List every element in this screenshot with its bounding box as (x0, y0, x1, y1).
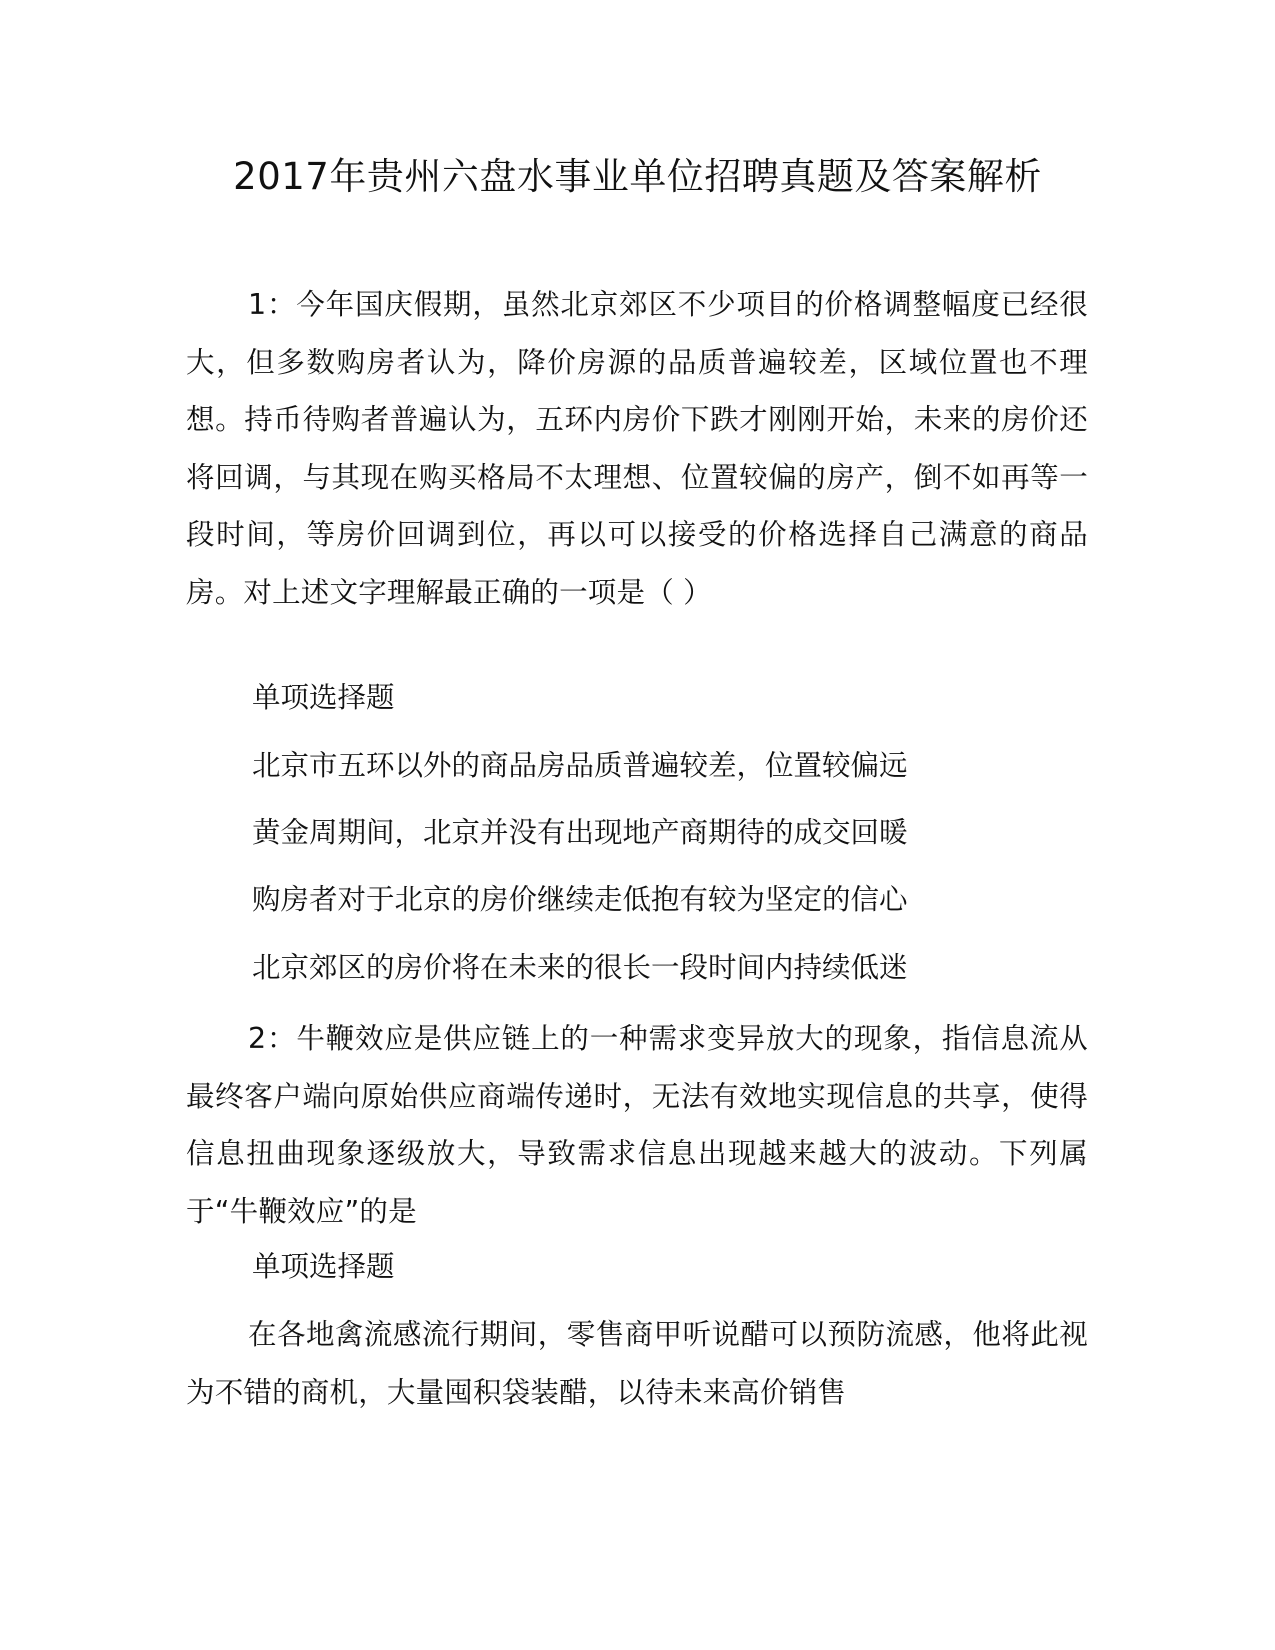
question-1-option-d: 北京郊区的房价将在未来的很长一段时间内持续低迷 (252, 951, 908, 984)
question-2-type: 单项选择题 (252, 1250, 395, 1283)
question-1-option-b: 黄金周期间，北京并没有出现地产商期待的成交回暖 (252, 816, 908, 849)
question-1-type: 单项选择题 (252, 681, 395, 714)
question-2-option-a: 在各地禽流感流行期间，零售商甲听说醋可以预防流感，他将此视为不错的商机，大量囤积袋装醋，以待未来高价销售 (186, 1318, 1088, 1409)
question-1-stem: 1：今年国庆假期，虽然北京郊区不少项目的价格调整幅度已经很大，但多数购房者认为，降价房源的品质普遍较差，区域位置也不理想。持币待购者普遍认为，五环内房价下跌才刚刚开始，未来的房价还将回调，与其现在购买格局不太理想、位置较偏的房产，倒不如再等一段时间，等房价回调到位，再以可以接受的价格选择自己满意的商品房。对上述文字理解最正确的一项是（ ） (186, 288, 1088, 609)
document-title: 2017年贵州六盘水事业单位招聘真题及答案解析 (233, 155, 1042, 198)
question-2-stem: 2：牛鞭效应是供应链上的一种需求变异放大的现象，指信息流从最终客户端向原始供应商端传递时，无法有效地实现信息的共享，使得信息扭曲现象逐级放大，导致需求信息出现越来越大的波动。下列属于“牛鞭效应”的是 (186, 1022, 1088, 1228)
question-1-option-c: 购房者对于北京的房价继续走低抱有较为坚定的信心 (252, 883, 908, 916)
question-1-option-a: 北京市五环以外的商品房品质普遍较差，位置较偏远 (252, 749, 908, 782)
